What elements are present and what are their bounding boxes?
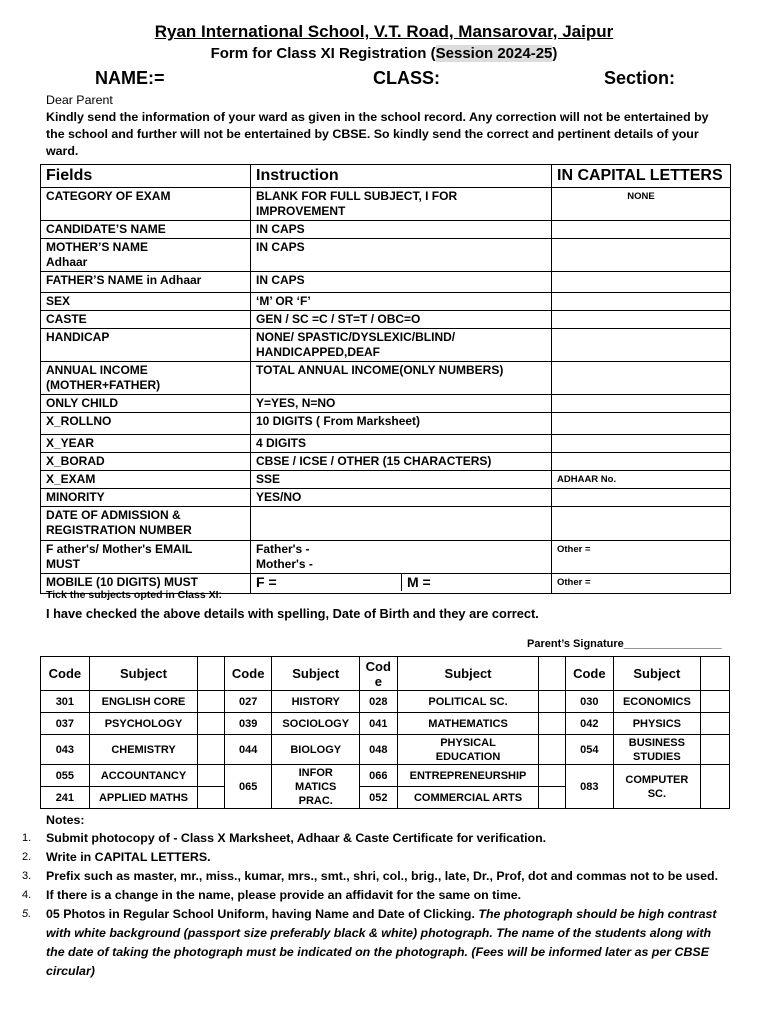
field-instruction: NONE/ SPASTIC/DYSLEXIC/BLIND/ HANDICAPPED,DEAF: [251, 329, 552, 362]
subject-name: COMMERCIAL ARTS: [397, 787, 539, 809]
tick-box[interactable]: [701, 765, 730, 809]
fields-header-row: [41, 165, 731, 188]
subjects-header: Subject: [89, 657, 198, 691]
tick-box[interactable]: [701, 713, 730, 735]
field-row: [41, 507, 731, 541]
field-instruction: Father's - Mother's -: [251, 541, 552, 574]
subject-code: 044: [224, 735, 272, 765]
class-label: CLASS:: [373, 68, 440, 88]
field-name: MINORITY: [41, 489, 251, 507]
subject-code: 030: [566, 691, 614, 713]
tick-box[interactable]: [198, 713, 225, 735]
field-row: [41, 293, 731, 311]
notes-list: [22, 829, 728, 981]
parent-signature: Parent’s Signature________________: [527, 638, 722, 650]
tick-box[interactable]: [198, 691, 225, 713]
note-number: 3.: [22, 870, 32, 882]
note-text: Write in CAPITAL LETTERS.: [46, 850, 211, 864]
field-instruction: TOTAL ANNUAL INCOME(ONLY NUMBERS): [251, 362, 552, 395]
subject-name: ACCOUNTANCY: [89, 765, 198, 787]
field-row: [41, 413, 731, 435]
subject-name: ECONOMICS: [613, 691, 701, 713]
note-item: [22, 867, 728, 886]
subject-code: 028: [359, 691, 397, 713]
field-value[interactable]: ADHAAR No.: [552, 471, 731, 489]
tick-box[interactable]: [539, 691, 566, 713]
field-instruction: CBSE / ICSE / OTHER (15 CHARACTERS): [251, 453, 552, 471]
fields-table: [40, 164, 731, 594]
header-capital: IN CAPITAL LETTERS: [552, 165, 731, 188]
tick-subjects-text: Tick the subjects opted in Class XI:: [46, 589, 223, 601]
subjects-header: Subject: [613, 657, 701, 691]
field-value[interactable]: [552, 453, 731, 471]
tick-box: [701, 657, 730, 691]
field-value[interactable]: NONE: [552, 188, 731, 221]
field-name: DATE OF ADMISSION & REGISTRATION NUMBER: [41, 507, 251, 541]
subject-name: APPLIED MATHS: [89, 787, 198, 809]
subject-code: 027: [224, 691, 272, 713]
field-instruction: YES/NO: [251, 489, 552, 507]
subject-code: 066: [359, 765, 397, 787]
field-value[interactable]: [552, 413, 731, 435]
subject-name: CHEMISTRY: [89, 735, 198, 765]
field-row: [41, 489, 731, 507]
subject-name: INFOR MATICS PRAC.: [272, 765, 360, 809]
subject-code: 083: [566, 765, 614, 809]
field-instruction: Y=YES, N=NO: [251, 395, 552, 413]
field-value[interactable]: [552, 293, 731, 311]
subject-code: 048: [359, 735, 397, 765]
tick-box[interactable]: [198, 787, 225, 809]
subject-code: 054: [566, 735, 614, 765]
form-title: [0, 45, 768, 62]
field-name: ONLY CHILD: [41, 395, 251, 413]
subject-code: 042: [566, 713, 614, 735]
note-text: Prefix such as master, mr., miss., kumar, mrs., smt., shri, col., brig., late, Dr., Prof, dot and commas not to be used.: [46, 869, 719, 883]
declaration-text: I have checked the above details with spelling, Date of Birth and they are correct.: [46, 606, 539, 621]
field-instruction: BLANK FOR FULL SUBJECT, I FOR IMPROVEMENT: [251, 188, 552, 221]
field-value[interactable]: Other =: [552, 574, 731, 594]
field-name: FATHER’S NAME in Adhaar: [41, 272, 251, 293]
subject-code: 037: [41, 713, 90, 735]
field-instruction: 10 DIGITS ( From Marksheet): [251, 413, 552, 435]
note-item: [22, 905, 728, 981]
notes-heading: Notes:: [46, 813, 85, 827]
mother-mobile-label: M =: [407, 574, 431, 590]
subject-code: 041: [359, 713, 397, 735]
greeting: Dear Parent: [46, 93, 113, 107]
field-instruction: IN CAPS: [251, 239, 552, 272]
field-name: SEX: [41, 293, 251, 311]
field-value[interactable]: [552, 489, 731, 507]
field-name: X_BORAD: [41, 453, 251, 471]
tick-box[interactable]: [198, 765, 225, 787]
subject-code: 055: [41, 765, 90, 787]
field-value[interactable]: [552, 362, 731, 395]
field-instruction: SSE: [251, 471, 552, 489]
subject-code: 052: [359, 787, 397, 809]
subject-name: COMPUTER SC.: [613, 765, 701, 809]
subject-name: BUSINESS STUDIES: [613, 735, 701, 765]
subject-row: [41, 691, 730, 713]
intro-text: [46, 92, 726, 160]
field-name: F ather's/ Mother's EMAIL MUST: [41, 541, 251, 574]
subjects-header: Subject: [397, 657, 539, 691]
subject-name: HISTORY: [272, 691, 360, 713]
field-row: [41, 329, 731, 362]
field-row: [41, 272, 731, 293]
subject-name: SOCIOLOGY: [272, 713, 360, 735]
tick-box[interactable]: [539, 787, 566, 809]
subject-code: 039: [224, 713, 272, 735]
field-row: [41, 453, 731, 471]
field-instruction: ‘M’ OR ‘F’: [251, 293, 552, 311]
section-label: Section:: [604, 68, 676, 88]
field-name: CASTE: [41, 311, 251, 329]
subjects-header: Code: [566, 657, 614, 691]
name-label: NAME:=: [95, 68, 165, 88]
session-label: Session 2024-25: [435, 45, 553, 62]
field-row: [41, 239, 731, 272]
field-row: [41, 395, 731, 413]
field-value[interactable]: [552, 435, 731, 453]
tick-box[interactable]: [701, 691, 730, 713]
field-name: MOTHER’S NAME Adhaar: [41, 239, 251, 272]
tick-box[interactable]: [539, 735, 566, 765]
subject-code: 241: [41, 787, 90, 809]
field-value[interactable]: [552, 507, 731, 541]
note-text: Submit photocopy of - Class X Marksheet, Adhaar & Caste Certificate for verification.: [46, 831, 547, 845]
field-row: [41, 221, 731, 239]
field-value[interactable]: Other =: [552, 541, 731, 574]
field-row: [41, 311, 731, 329]
form-title-post: ): [552, 45, 558, 62]
tick-box[interactable]: [539, 713, 566, 735]
subject-name: BIOLOGY: [272, 735, 360, 765]
subject-name: MATHEMATICS: [397, 713, 539, 735]
school-title: Ryan International School, V.T. Road, Mansarovar, Jaipur: [154, 22, 614, 41]
field-value[interactable]: [552, 272, 731, 293]
subject-name: ENGLISH CORE: [89, 691, 198, 713]
tick-box[interactable]: [539, 765, 566, 787]
note-italic-text: The photograph should be high contrast with white background (passport size preferably black & white) photograph. The name of the students along with the date of taking the photograph must be indicated on the photograph. (Fees will be informed later as per CBSE circular): [46, 907, 717, 978]
tick-box: [198, 657, 225, 691]
field-row: [41, 435, 731, 453]
field-name: X_YEAR: [41, 435, 251, 453]
header-fields: Fields: [41, 165, 251, 188]
field-row: [41, 188, 731, 221]
subjects-header: Code: [224, 657, 272, 691]
field-value[interactable]: [552, 395, 731, 413]
note-number: 5.: [22, 908, 32, 920]
tick-box: [539, 657, 566, 691]
tick-box[interactable]: [198, 735, 225, 765]
field-value[interactable]: [552, 329, 731, 362]
subject-name: ENTREPRENEURSHIP: [397, 765, 539, 787]
field-row: [41, 541, 731, 574]
field-value[interactable]: [552, 239, 731, 272]
header-instruction: Instruction: [251, 165, 552, 188]
subjects-table: [40, 656, 730, 809]
field-name: CATEGORY OF EXAM: [41, 188, 251, 221]
field-name: X_EXAM: [41, 471, 251, 489]
subject-name: PSYCHOLOGY: [89, 713, 198, 735]
form-title-pre: Form for Class XI Registration (: [210, 45, 436, 62]
intro-body: Kindly send the information of your ward as given in the school record. Any correction will not be entertained by the school and further will not be entertained by CBSE. So kindly send the correct and pertinent details of your ward.: [46, 110, 709, 158]
subject-code: 301: [41, 691, 90, 713]
note-text: If there is a change in the name, please provide an affidavit for the same on time.: [46, 888, 522, 902]
field-instruction: GEN / SC =C / ST=T / OBC=O: [251, 311, 552, 329]
subject-row: [41, 713, 730, 735]
tick-box[interactable]: [701, 735, 730, 765]
subject-name: PHYSICAL EDUCATION: [397, 735, 539, 765]
note-item: [22, 848, 728, 867]
note-item: [22, 829, 728, 848]
field-name: ANNUAL INCOME (MOTHER+FATHER): [41, 362, 251, 395]
mobile-split-cell[interactable]: [251, 574, 552, 594]
field-value[interactable]: [552, 311, 731, 329]
note-number: 2.: [22, 851, 32, 863]
father-mobile-label: F =: [251, 574, 402, 591]
field-name: CANDIDATE’S NAME: [41, 221, 251, 239]
field-name: X_ROLLNO: [41, 413, 251, 435]
field-instruction: IN CAPS: [251, 272, 552, 293]
subjects-header: Subject: [272, 657, 360, 691]
subject-code: 043: [41, 735, 90, 765]
subject-code: 065: [224, 765, 272, 809]
field-name: MOBILE (10 DIGITS) MUST: [41, 574, 251, 594]
subject-row: [41, 765, 730, 787]
field-value[interactable]: [552, 221, 731, 239]
field-row: [41, 362, 731, 395]
subjects-header: Code: [41, 657, 90, 691]
note-text: 05 Photos in Regular School Uniform, having Name and Date of Clicking.: [46, 907, 479, 921]
field-row: [41, 471, 731, 489]
note-number: 4.: [22, 889, 32, 901]
note-item: [22, 886, 728, 905]
note-number: 1.: [22, 832, 32, 844]
field-instruction: IN CAPS: [251, 221, 552, 239]
field-name: HANDICAP: [41, 329, 251, 362]
subject-name: PHYSICS: [613, 713, 701, 735]
subjects-header-row: [41, 657, 730, 691]
field-instruction: 4 DIGITS: [251, 435, 552, 453]
subject-row: [41, 735, 730, 765]
subject-name: POLITICAL SC.: [397, 691, 539, 713]
subjects-header: Cod e: [359, 657, 397, 691]
field-instruction: [251, 507, 552, 541]
